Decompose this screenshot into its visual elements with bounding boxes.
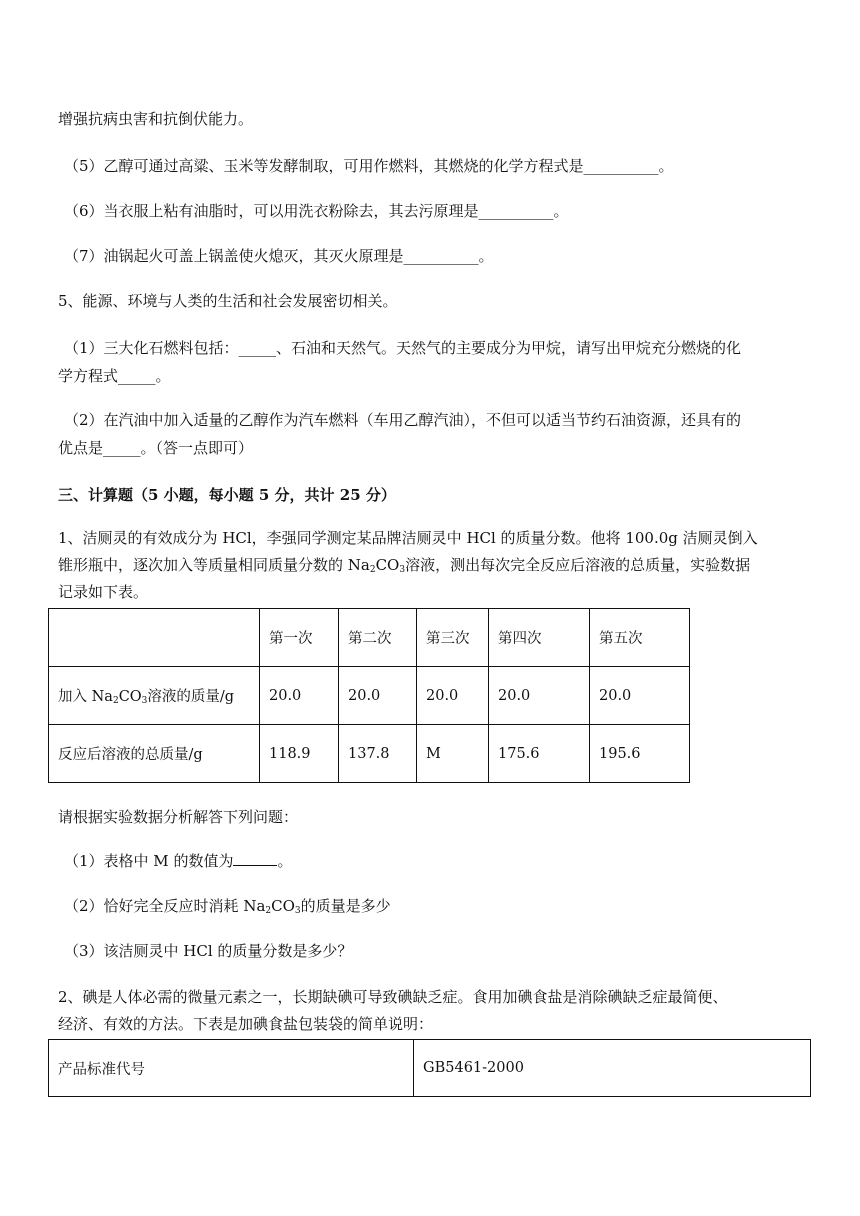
table-row bbox=[49, 667, 690, 725]
table-cell: 20.0 bbox=[260, 667, 339, 725]
q1-sub2: （2）恰好完全反应时消耗 $Na_2CO_3$的质量是多少 bbox=[64, 897, 391, 916]
table-cell: 175.6 bbox=[489, 725, 590, 783]
table-header-cell: 第四次 bbox=[489, 609, 590, 667]
calc-q2-line2: 经济、有效的方法。下表是加碘食盐包装袋的简单说明： bbox=[58, 1015, 434, 1033]
q1-sub1: （1）表格中 M 的数值为 。 bbox=[64, 852, 293, 870]
section-heading: 三、计算题（5 小题，每小题 5 分，共计 25 分） bbox=[58, 486, 396, 504]
q5-sub2-line1: （2）在汽油中加入适量的乙醇作为汽车燃料（车用乙醇汽油），不但可以适当节约石油资源，还具有的 bbox=[64, 411, 742, 429]
row-label: 反应后溶液的总质量/g bbox=[49, 725, 260, 783]
q1-sub3: （3）该洁厕灵中 HCl 的质量分数是多少？ bbox=[64, 942, 353, 960]
q5-sub1-line1: （1）三大化石燃料包括：_____、石油和天然气。天然气的主要成分为甲烷，请写出甲烷充分燃烧的化 bbox=[64, 339, 742, 357]
q5-sub2-line2: 优点是_____。（答一点即可） bbox=[58, 439, 254, 457]
answer-blank bbox=[233, 851, 277, 866]
table-cell: 20.0 bbox=[489, 667, 590, 725]
calc-q1-line1: 1、洁厕灵的有效成分为 HCl，李强同学测定某品牌洁厕灵中 HCl 的质量分数。他将 100.0g 洁厕灵倒入 bbox=[58, 529, 758, 547]
table-header-cell: 第二次 bbox=[339, 609, 417, 667]
experiment-data-table bbox=[48, 608, 690, 783]
instruction-text: 请根据实验数据分析解答下列问题： bbox=[58, 808, 299, 826]
table-cell bbox=[49, 609, 260, 667]
question-6-item: （6）当衣服上粘有油脂时，可以用洗衣粉除去，其去污原理是__________。 bbox=[64, 202, 569, 220]
table-header-cell: 第五次 bbox=[590, 609, 690, 667]
table-header-row bbox=[49, 609, 690, 667]
table-cell: 118.9 bbox=[260, 725, 339, 783]
calc-q1-line3: 记录如下表。 bbox=[58, 583, 149, 601]
table-cell: 137.8 bbox=[339, 725, 417, 783]
paragraph-text: 增强抗病虫害和抗倒伏能力。 bbox=[58, 110, 254, 128]
table-row bbox=[49, 1040, 811, 1097]
table-header-cell: 第一次 bbox=[260, 609, 339, 667]
table-cell: 产品标准代号 bbox=[49, 1040, 414, 1097]
iodized-salt-table bbox=[48, 1039, 811, 1097]
table-cell: 195.6 bbox=[590, 725, 690, 783]
question-5-title: 5、能源、环境与人类的生活和社会发展密切相关。 bbox=[58, 292, 398, 310]
table-header-cell: 第三次 bbox=[417, 609, 489, 667]
calc-q2-line1: 2、碘是人体必需的微量元素之一，长期缺碘可导致碘缺乏症。食用加碘食盐是消除碘缺乏症最简便、 bbox=[58, 988, 728, 1006]
question-5-item: （5）乙醇可通过高粱、玉米等发酵制取，可用作燃料，其燃烧的化学方程式是__________。 bbox=[64, 157, 674, 175]
table-cell: GB5461-2000 bbox=[414, 1040, 811, 1097]
table-row bbox=[49, 725, 690, 783]
table-cell: M bbox=[417, 725, 489, 783]
table-cell: 20.0 bbox=[590, 667, 690, 725]
table-cell: 20.0 bbox=[339, 667, 417, 725]
q5-sub1-line2: 学方程式_____。 bbox=[58, 367, 171, 385]
row-label: 加入 $Na_2CO_3$溶液的质量/g bbox=[49, 667, 260, 725]
calc-q1-line2: 锥形瓶中，逐次加入等质量相同质量分数的 $Na_2CO_3$溶液，测出每次完全反应后溶液的总质量，实验数据 bbox=[58, 556, 751, 575]
table-cell: 20.0 bbox=[417, 667, 489, 725]
question-7-item: （7）油锅起火可盖上锅盖使火熄灭，其灭火原理是__________。 bbox=[64, 247, 494, 265]
